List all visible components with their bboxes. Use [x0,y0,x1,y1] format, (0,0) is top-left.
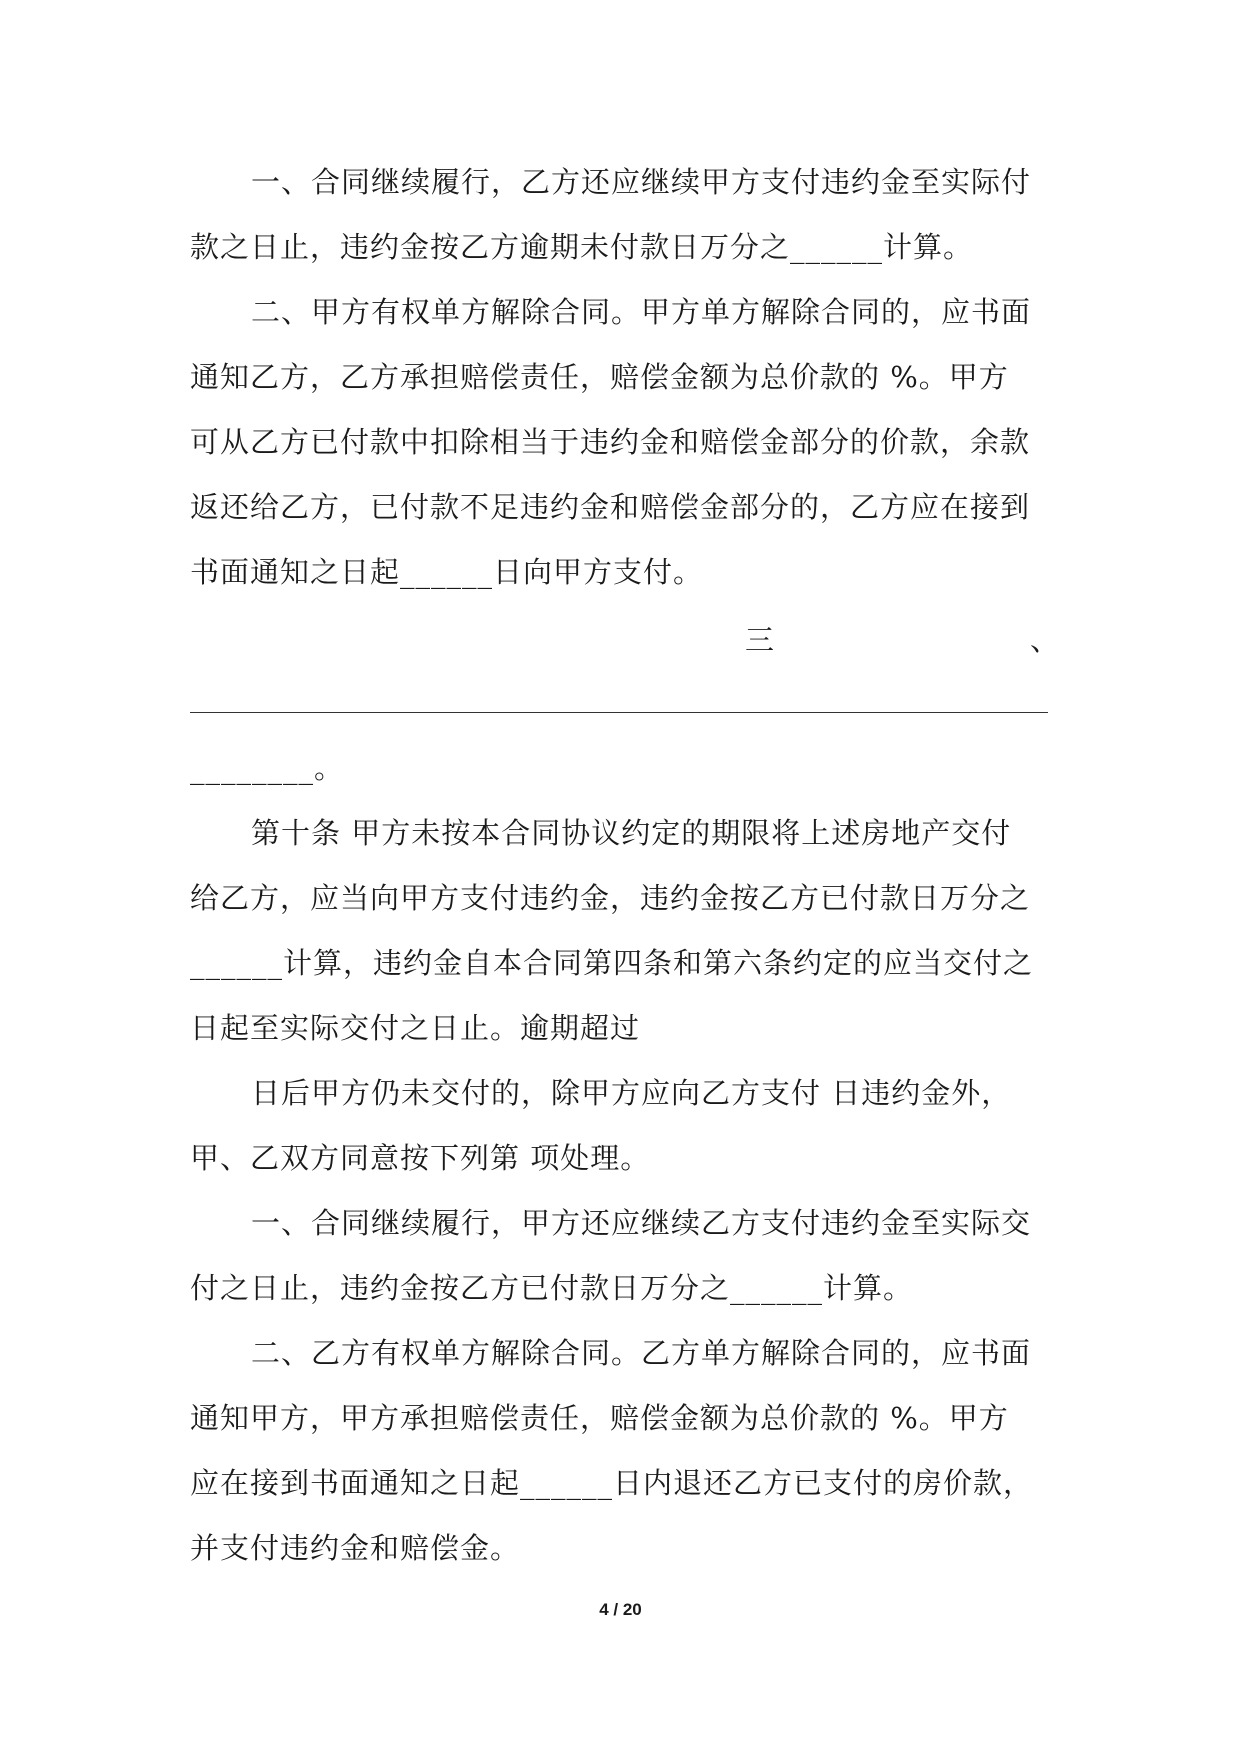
paragraph-7-line-3: 应在接到书面通知之日起______日内退还乙方已支付的房价款， [190,1466,1034,1500]
article-ten-line-4: 日起至实际交付之日止。逾期超过 [190,1011,641,1045]
paragraph-7-line-2: 通知甲方，甲方承担赔偿责任，赔偿金额为总价款的 %。甲方 [190,1401,1009,1435]
blank-fill-rule [190,712,1048,713]
page-number: 4 / 20 [599,1600,642,1619]
article-ten-line-2: 给乙方，应当向甲方支付违约金，违约金按乙方已付款日万分之 [190,881,1031,915]
paragraph-7-line-1: 二、乙方有权单方解除合同。乙方单方解除合同的，应书面 [251,1336,1032,1370]
paragraph-2-line-1: 二、甲方有权单方解除合同。甲方单方解除合同的，应书面 [251,295,1032,329]
article-ten-line-3: ______计算，违约金自本合同第四条和第六条约定的应当交付之 [190,946,1034,980]
paragraph-2-line-5: 书面通知之日起______日向甲方支付。 [190,555,704,589]
paragraph-1-line-1: 一、合同继续履行，乙方还应继续甲方支付违约金至实际付 [251,165,1032,199]
item-three-separator: 、 [1030,623,1060,657]
article-ten-line-1: 第十条 甲方未按本合同协议约定的期限将上述房地产交付 [251,816,1012,850]
paragraph-6-line-2: 付之日止，违约金按乙方已付款日万分之______计算。 [190,1271,914,1305]
paragraph-6-line-1: 一、合同继续履行，甲方还应继续乙方支付违约金至实际交 [251,1206,1032,1240]
item-three-tail: ________。 [190,751,345,785]
paragraph-2-line-4: 返还给乙方，已付款不足违约金和赔偿金部分的，乙方应在接到 [190,490,1031,524]
paragraph-2-line-3: 可从乙方已付款中扣除相当于违约金和赔偿金部分的价款，余款 [190,425,1031,459]
paragraph-1-line-2: 款之日止，违约金按乙方逾期未付款日万分之______计算。 [190,230,974,264]
item-three-number: 三 [745,623,775,657]
paragraph-5-line-1: 日后甲方仍未交付的，除甲方应向乙方支付 日违约金外， [251,1076,1012,1110]
paragraph-5-line-2: 甲、乙双方同意按下列第 项处理。 [190,1141,651,1175]
paragraph-7-line-4: 并支付违约金和赔偿金。 [190,1531,521,1565]
paragraph-2-line-2: 通知乙方，乙方承担赔偿责任，赔偿金额为总价款的 %。甲方 [190,360,1009,394]
